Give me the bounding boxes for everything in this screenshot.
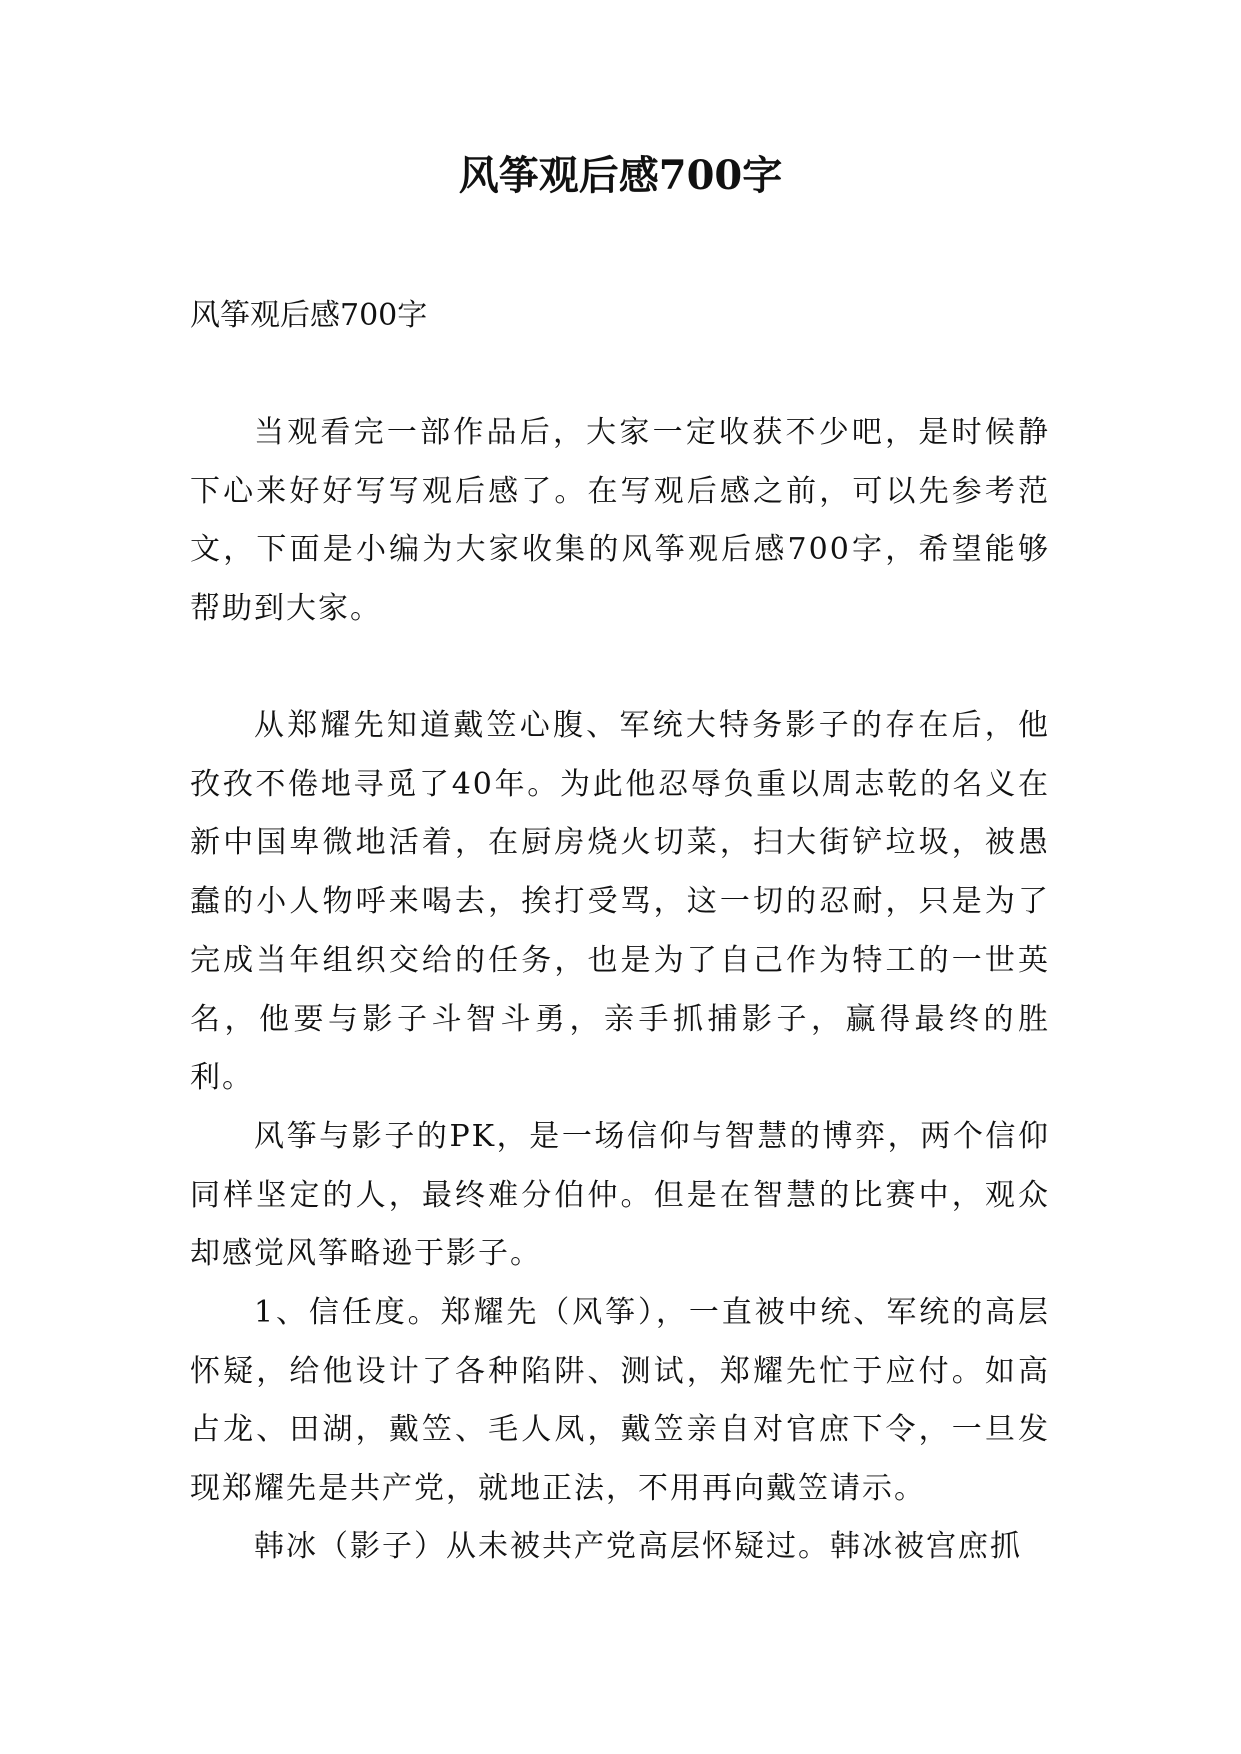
document-title: 风筝观后感700字 bbox=[458, 152, 783, 199]
paragraph-body: 韩冰（影子）从未被共产党高层怀疑过。韩冰被宫庶抓 bbox=[254, 1529, 1022, 1564]
paragraph-body: 风筝与影子的PK，是一场信仰与智慧的博弈，两个信仰同样坚定的人，最终难分伯仲。但是在智慧的比赛中，观众却感觉风筝略逊于影子。 bbox=[190, 1119, 1050, 1272]
paragraph-intro: 当观看完一部作品后，大家一定收获不少吧，是时候静下心来好好写写观后感了。在写观后感之前，可以先参考范文，下面是小编为大家收集的风筝观后感700字，希望能够帮助到大家。 bbox=[190, 415, 1050, 627]
paragraph-body: 1、信任度。郑耀先（风筝），一直被中统、军统的高层怀疑，给他设计了各种陷阱、测试，郑耀先忙于应付。如高占龙、田湖，戴笠、毛人凤，戴笠亲自对官庶下令，一旦发现郑耀先是共产党，就地正法，不用再向戴笠请示。 bbox=[190, 1295, 1050, 1507]
document-subtitle: 风筝观后感700字 bbox=[190, 298, 428, 333]
paragraph-body: 从郑耀先知道戴笠心腹、军统大特务影子的存在后，他孜孜不倦地寻觅了40年。为此他忍辱负重以周志乾的名义在新中国卑微地活着，在厨房烧火切菜，扫大街铲垃圾，被愚蠢的小人物呼来喝去，挨打受骂，这一切的忍耐，只是为了完成当年组织交给的任务，也是为了自己作为特工的一世英名，他要与影子斗智斗勇，亲手抓捕影子，赢得最终的胜利。 bbox=[190, 708, 1050, 1096]
